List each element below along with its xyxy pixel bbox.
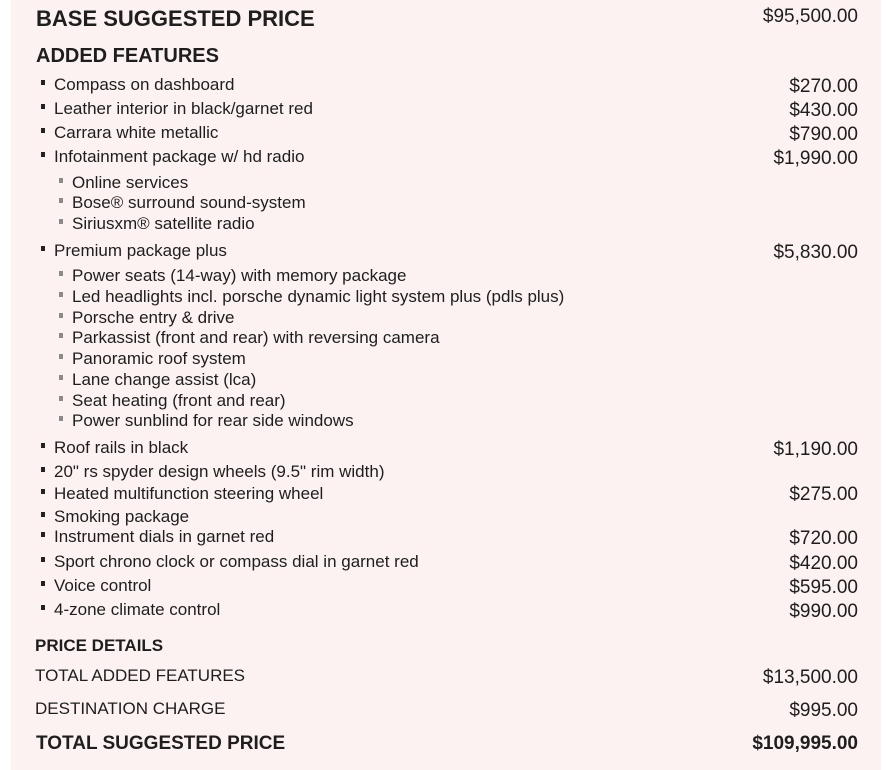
sub-bullet-icon [59,271,63,276]
base-price-label: BASE SUGGESTED PRICE [36,6,315,31]
sub-bullet-icon [59,198,63,203]
bullet-icon [41,581,45,586]
sub-feature-name: Seat heating (front and rear) [72,391,286,410]
feature-name: Sport chrono clock or compass dial in garnet red [54,552,419,571]
sub-bullet-icon [59,416,63,421]
feature-name: Compass on dashboard [54,75,235,94]
feature-name: Roof rails in black [54,438,189,457]
sub-feature-name: Parkassist (front and rear) with reversing camera [72,328,440,347]
bullet-icon [41,152,45,157]
bullet-icon [41,489,45,494]
sub-bullet-icon [59,313,63,318]
sub-feature-name: Porsche entry & drive [72,308,235,327]
sub-bullet-icon [59,396,63,401]
bullet-icon [41,443,45,448]
sub-feature-name: Power sunblind for rear side windows [72,411,354,430]
feature-name: Heated multifunction steering wheel [54,484,324,503]
total-added-features-label: TOTAL ADDED FEATURES [35,666,246,685]
feature-price: $420.00 [789,553,858,574]
feature-name: Premium package plus [54,241,227,260]
feature-name: 4-zone climate control [54,600,221,619]
total-suggested-price-value: $109,995.00 [752,733,858,754]
sub-bullet-icon [59,219,63,224]
feature-price: $270.00 [789,76,858,97]
total-suggested-price-label: TOTAL SUGGESTED PRICE [36,733,286,754]
bullet-icon [41,532,45,537]
feature-name: Smoking package [54,507,190,526]
feature-name: Voice control [54,576,152,595]
sub-feature-name: Power seats (14-way) with memory package [72,266,407,285]
feature-name: 20" rs spyder design wheels (9.5" rim width) [54,462,385,481]
sub-bullet-icon [59,292,63,297]
sub-bullet-icon [59,375,63,380]
bullet-icon [41,246,45,251]
feature-name: Infotainment package w/ hd radio [54,147,305,166]
sub-feature-name: Siriusxm® satellite radio [72,214,255,233]
sub-bullet-icon [59,333,63,338]
added-features-heading: ADDED FEATURES [36,45,219,67]
sub-feature-name: Lane change assist (lca) [72,370,257,389]
feature-name: Leather interior in black/garnet red [54,99,313,118]
sub-feature-name: Bose® surround sound-system [72,193,306,212]
base-price-value: $95,500.00 [762,6,858,27]
price-sheet [11,0,881,770]
destination-charge-value: $995.00 [789,700,858,721]
bullet-icon [41,512,45,517]
feature-price: $275.00 [789,484,858,505]
feature-price: $5,830.00 [773,242,858,263]
sub-bullet-icon [59,354,63,359]
bullet-icon [41,128,45,133]
feature-price: $990.00 [789,601,858,622]
feature-name: Instrument dials in garnet red [54,527,275,546]
feature-price: $720.00 [789,528,858,549]
feature-price: $595.00 [789,577,858,598]
total-added-features-value: $13,500.00 [762,667,858,688]
sub-feature-name: Online services [72,173,189,192]
bullet-icon [41,467,45,472]
sub-feature-name: Led headlights incl. porsche dynamic light system plus (pdls plus) [72,287,565,306]
bullet-icon [41,104,45,109]
bullet-icon [41,605,45,610]
price-details-heading: PRICE DETAILS [35,636,164,655]
feature-price: $1,190.00 [773,439,858,460]
sub-feature-name: Panoramic roof system [72,349,246,368]
destination-charge-label: DESTINATION CHARGE [35,699,226,718]
feature-price: $1,990.00 [773,148,858,169]
feature-price: $790.00 [789,124,858,145]
bullet-icon [41,80,45,85]
feature-price: $430.00 [789,100,858,121]
feature-name: Carrara white metallic [54,123,219,142]
bullet-icon [41,557,45,562]
sub-bullet-icon [59,178,63,183]
